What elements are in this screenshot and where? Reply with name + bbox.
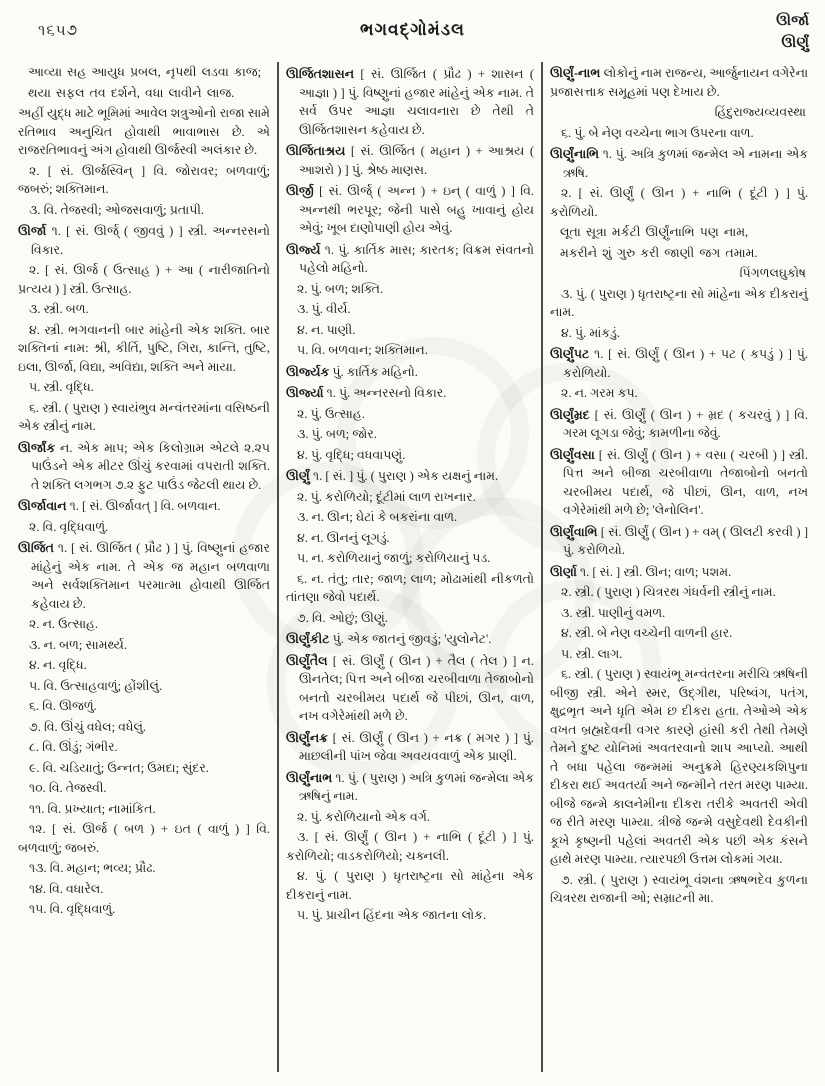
headword: ઊર્જ્યા bbox=[286, 386, 324, 400]
paragraph-text: ૩. ન. ઊન; ઘેટાં કે બકરાંના વાળ. bbox=[297, 510, 458, 524]
paragraph-text: ૨. ન. ગરમ કપ. bbox=[561, 386, 638, 400]
dictionary-entry bbox=[286, 630, 534, 649]
headword: ઊર્જિત bbox=[18, 541, 54, 555]
sense-item bbox=[286, 549, 534, 568]
paragraph-text: ૩. [ સં. ઊર્ણું ( ઊન ) + નાભિ ( દૂંટી ) ] પું. કરોળિયો; વાડકરોળિયો; ચક્નલી. bbox=[286, 830, 534, 863]
sense-item bbox=[18, 779, 270, 798]
sense-item bbox=[18, 378, 270, 397]
guide-words bbox=[776, 10, 809, 54]
paragraph-text: ૫. પું. પ્રાચીન હિંદના એક જાતના લોક. bbox=[297, 908, 487, 922]
headword: ઊર્ણુંતૈલ bbox=[286, 653, 328, 668]
sense-item bbox=[18, 900, 270, 919]
headword: ઊર્ણુંનક્ર bbox=[286, 730, 328, 745]
text-paragraph bbox=[18, 104, 270, 160]
headword: ઊર્ણું bbox=[286, 469, 310, 483]
column-1 bbox=[18, 62, 270, 921]
sense-item bbox=[286, 425, 534, 444]
sense-item bbox=[550, 624, 808, 643]
paragraph-text: [ સં. ઊર્જિત ( મહાન ) + આશ્રય ( આશરો ) ] પું. શ્રેષ્ઠ માણસ. bbox=[299, 144, 535, 177]
text-paragraph bbox=[550, 64, 808, 101]
verse-line bbox=[18, 63, 270, 82]
sense-item bbox=[18, 201, 270, 220]
paragraph-text: ૩. પું. બળ; જોર. bbox=[297, 427, 377, 441]
paragraph-text: ૧. પું. અત્રિ કુળમાં જન્મેલ એ નામના એક ઋષિ. bbox=[563, 147, 809, 180]
sense-item bbox=[18, 800, 270, 819]
sense-item bbox=[286, 867, 534, 904]
verse-line bbox=[550, 223, 808, 242]
sense-item bbox=[286, 570, 534, 607]
dictionary-entry bbox=[550, 406, 808, 443]
paragraph-text: ૨. ન. ઉત્સાહ. bbox=[29, 617, 99, 631]
paragraph-text: ૨. [ સં. ઊર્ણું ( ઊન ) + નાભિ ( દૂંટી ) ] પું. કરોળિયો. bbox=[550, 186, 808, 219]
paragraph-text: ૧. [ સં. ઊર્જાવત્ ] વિ. બળવાન. bbox=[69, 499, 221, 513]
sense-item bbox=[18, 759, 270, 778]
sense-item bbox=[286, 609, 534, 628]
sense-item bbox=[286, 828, 534, 865]
paragraph-text: [ સં. ઊર્ણું ( ઊન ) + વમ્ ( ઊલટી કરવી ) ] પું. કરોળિયો. bbox=[563, 524, 808, 557]
dictionary-entry bbox=[18, 222, 270, 259]
sense-item bbox=[550, 184, 808, 221]
headword: ઊર્ણુંનાભિ bbox=[550, 147, 600, 161]
sense-item bbox=[18, 677, 270, 696]
sense-item bbox=[18, 399, 270, 436]
paragraph-text: ૬. સ્ત્રી. ( પુરાણ ) સ્વાયંભુવ મન્વંતરમાંના વસિષ્ઠની એક સ્ત્રીનું નામ. bbox=[18, 400, 270, 433]
paragraph-text: ૪. ન. પાણી. bbox=[297, 322, 356, 337]
headword: ઊર્ણુંપટ bbox=[550, 347, 590, 361]
paragraph-text: ૧. [ સં. ] પું. ( પુરાણ ) એક યક્ષનું નામ. bbox=[312, 469, 499, 483]
dictionary-entry bbox=[18, 497, 270, 516]
sense-item bbox=[550, 583, 808, 602]
sense-item bbox=[18, 518, 270, 537]
headword: ઊર્ણુંમ્રદ bbox=[550, 407, 590, 422]
sense-item bbox=[550, 384, 808, 403]
paragraph-text: ૨. સ્ત્રી. ( પુરાણ ) ચિત્રરથ ગંધર્વની સ્ત્રીનું નામ. bbox=[561, 585, 776, 599]
paragraph-text: ૭. વિ. ઊંચું વધેલ; વધેલું. bbox=[29, 719, 147, 734]
paragraph-text: ૧૨. [ સં. ઊર્જ ( બળ ) + ઇત ( વાળું ) ] વિ. બળવાળું; જબરું. bbox=[18, 822, 270, 855]
paragraph-text: [ સં. ઊર્ણું ( ઊન ) + વસા ( ચરબી ) ] સ્ત્રી. પિત્ત અને બીજા ચરબીવાળા તેજાબોનો બનતો ચરબીમય પદાર્થ, જે પીછાં, ઊન, વાળ, નખ વગેરેમાંથી મળે છે; 'લેનોલિન'. bbox=[563, 447, 808, 517]
paragraph-text: પિંગળલઘુકોષ bbox=[739, 266, 806, 280]
source-attribution bbox=[550, 103, 806, 122]
headword: ઊર્ણુંનાભ bbox=[286, 770, 333, 785]
sense-item bbox=[286, 808, 534, 827]
column-divider bbox=[541, 62, 543, 1072]
headword: ઊર્ણુંકીટ bbox=[286, 632, 330, 646]
sense-item bbox=[286, 321, 534, 340]
paragraph-text: ૪. સ્ત્રી. ભગવાનની બાર માંહેની એક શક્તિ. બાર શક્તિનાં નામ: શ્રી, કીર્તિ, પુષ્ટિ, ગિરા, કાન્તિ, તુષ્ટિ, ઇલા, ઊર્જા, વિદ્યા, અવિદ્યા, શક્તિ અને માયા. bbox=[18, 322, 270, 374]
sense-item bbox=[286, 446, 534, 465]
paragraph-text: ૧. પું. કાર્તિક માસ; કારતક; વિક્રમ સંવતનો પહેલો મહિનો. bbox=[299, 242, 535, 275]
paragraph-text: ૪. પું. માંકડું. bbox=[561, 325, 621, 340]
paragraph-text: ૪. ન. ઊનનું લૂગડું. bbox=[297, 530, 390, 545]
book-title: ભગવદ્ગોમંડલ bbox=[360, 20, 465, 39]
dictionary-entry bbox=[286, 241, 534, 278]
paragraph-text: ૯. વિ. ચડિયાતું; ઉન્નત; ઉમદા; સુંદર. bbox=[29, 760, 209, 775]
dictionary-entry bbox=[286, 652, 534, 726]
dictionary-entry bbox=[286, 142, 534, 179]
sense-item bbox=[18, 300, 270, 319]
headword: ઊર્જ્ય bbox=[286, 242, 321, 257]
sense-item bbox=[286, 300, 534, 319]
paragraph-text: અહીં યુદ્ધ માટે ભૂમિમાં આવેલ શત્રુઓનો રાજા સામે રતિભાવ અનુચિત હોવાથી ભાવાભાસ છે. એ રાજરતિભાવનું અંગ હોવાથી ઊર્જસ્વી અલંકાર છે. bbox=[18, 106, 270, 157]
headword: ઊર્જાંક bbox=[18, 440, 56, 455]
column-3 bbox=[550, 62, 808, 910]
sense-item bbox=[286, 508, 534, 527]
dictionary-entry bbox=[550, 446, 808, 520]
headword: ઊર્ણુંવાભિ bbox=[550, 524, 598, 539]
sense-item bbox=[550, 124, 808, 143]
paragraph-text: ન. એક માપ; એક કિલોગ્રામ એટલે ૨.૨૫ પાઉંડને એક મીટર ઊંચું કરવામાં વપરાતી શક્તિ. તે શક્તિ લગભગ ૭.૨ ફુટ પાઉંડ જેટલી થાય છે. bbox=[31, 440, 270, 492]
paragraph-text: ૬. વિ. ઊજળું. bbox=[29, 699, 97, 713]
paragraph-text: ૫. વિ. ઉત્સાહવાળું; હોંશીલું. bbox=[29, 678, 163, 693]
dictionary-entry bbox=[550, 345, 808, 382]
paragraph-text: ૨. પું. કરોળિયો; દૂંટીમાં લાળ રાખનાર. bbox=[297, 489, 476, 504]
paragraph-text: ૩. પું. ( પુરાણ ) ધૃતરાષ્ટ્રના સો માંહેના એક દીકરાનું નામ. bbox=[550, 286, 808, 319]
paragraph-text: ૭. સ્ત્રી. ( પુરાણ ) સ્વાયંભૂ વંશના ઋષભદેવ કુળના ચિત્રરથ રાજાની ઓ; સમ્રાટની મા. bbox=[550, 872, 808, 905]
dictionary-entry bbox=[286, 363, 534, 382]
column-2 bbox=[286, 62, 534, 927]
paragraph-text: ૧. [ સં. ઊર્ણું ( ઊન ) + પટ ( કપડું ) ] પું. કરોળિયો. bbox=[563, 347, 809, 380]
sense-item bbox=[18, 697, 270, 716]
paragraph-text: પું. કાર્તિક મહિનો. bbox=[332, 364, 418, 379]
paragraph-text: આવ્યા સહ આયુધ પ્રબલ, નૃપથી લડવા કાજ; bbox=[28, 65, 262, 79]
headword: ઊર્જાવાન bbox=[18, 499, 67, 513]
paragraph-text: ૧૧. વિ. પ્રખ્યાત; નામાંકિત. bbox=[29, 801, 156, 816]
dictionary-entry bbox=[18, 439, 270, 495]
headword: ઊર્જ્યક bbox=[286, 364, 330, 379]
paragraph-text: ૩. વિ. તેજસ્વી; ઓજસવાળું; પ્રતાપી. bbox=[29, 202, 205, 217]
sense-item bbox=[286, 405, 534, 424]
paragraph-text: ૩. પું. વીર્ય. bbox=[297, 302, 351, 316]
paragraph-text: હિંદુરાજ્યવ્યવસ્થા bbox=[714, 105, 806, 119]
paragraph-text: ૧. [ સં. ઊર્જ્ ( જીવવું ) ] સ્ત્રી. અન્નરસનો વિકાર. bbox=[31, 224, 270, 257]
paragraph-text: ૪. ન. વૃદ્ધિ. bbox=[29, 658, 87, 672]
paragraph-text: ૪. સ્ત્રી. બે નેણ વચ્ચેની વાળની હાર. bbox=[561, 626, 733, 640]
sense-item bbox=[550, 604, 808, 623]
paragraph-text: ૨. પું. ઉત્સાહ. bbox=[297, 406, 365, 421]
paragraph-text: ૫. વિ. બળવાન; શક્તિમાન. bbox=[297, 343, 428, 357]
sense-item bbox=[18, 738, 270, 757]
paragraph-text: ૪. પું. વૃદ્ધિ; વધવાપણું. bbox=[297, 447, 406, 462]
dictionary-entry bbox=[18, 539, 270, 613]
paragraph-text: ૧. [ સં. ] સ્ત્રી. ઊન; વાળ; પશમ. bbox=[580, 564, 732, 579]
sense-item bbox=[550, 871, 808, 908]
sense-item bbox=[286, 488, 534, 507]
paragraph-text: ૧૪. વિ. વધારેલ. bbox=[29, 881, 104, 896]
sense-item bbox=[550, 285, 808, 322]
paragraph-text: ૫. સ્ત્રી. લાગ. bbox=[561, 646, 623, 661]
source-attribution bbox=[550, 264, 806, 283]
headword: ઊર્ણા bbox=[550, 564, 577, 579]
paragraph-text: [ સં. ઊર્ણું ( ઊન ) + નક્ર ( મગર ) ] પું. માછલીની પાંખ જેવા અવયવવાળું એક પ્રાણી. bbox=[299, 730, 534, 763]
paragraph-text: ૧૫. વિ. વૃદ્ધિવાળું. bbox=[29, 902, 116, 916]
dictionary-entry bbox=[286, 384, 534, 403]
paragraph-text: ૧. પું. ( પુરાણ ) અત્રિ કુળમાં જન્મેલા એક ઋષિનું નામ. bbox=[299, 770, 535, 803]
paragraph-text: ૫. સ્ત્રી. વૃદ્ધિ. bbox=[29, 380, 94, 394]
sense-item bbox=[550, 645, 808, 664]
sense-item bbox=[18, 880, 270, 899]
paragraph-text: ૧૩. વિ. મહાન; ભવ્ય; પ્રૌઢ. bbox=[29, 861, 156, 875]
dictionary-entry bbox=[286, 182, 534, 238]
sense-item bbox=[286, 906, 534, 925]
page-number: ૧૬૫૭ bbox=[38, 23, 79, 39]
verse-line bbox=[18, 84, 270, 103]
paragraph-text: ૩. ન. બળ; સામર્થ્ય. bbox=[29, 637, 128, 652]
column-divider bbox=[277, 62, 279, 1072]
paragraph-text: થયા સફલ તવ દર્શને, વધા લાવીને લાજ. bbox=[28, 85, 235, 100]
sense-item bbox=[286, 529, 534, 548]
paragraph-text: [ સં. ઊર્ણું ( ઊન ) + તૈલ ( તેલ ) ] ન. ઊનતેલ; પિત્ત અને બીજા ચરબીવાળા તેજાબોનો બનતો ચરબીમય પદાર્થ જે પીછાં, ઊન, વાળ, નખ વગેરેમાંથી મળે છે. bbox=[299, 653, 534, 723]
dictionary-entry bbox=[286, 467, 534, 486]
paragraph-text: ૨. [ સં. ઊર્જસ્વિન્ ] વિ. જોરાવર; બળવાળું; જબરું; શક્તિમાન. bbox=[18, 163, 270, 196]
paragraph-text: ૭. વિ. ઓછું; ઊણું. bbox=[297, 610, 388, 625]
paragraph-text: ૬. પું. બે નેણ વચ્ચેના ભાગ ઉપરના વાળ. bbox=[561, 125, 754, 140]
paragraph-text: ૬. ન. તંતુ; તાર; જાળ; લાળ; મોઢામાંથી નીકળતો તાંતણા જેવો પદાર્થ. bbox=[286, 571, 534, 604]
dictionary-entry bbox=[550, 523, 808, 560]
paragraph-text: [ સં. ઊર્જિત ( પ્રૌઢ ) + શાસન ( આજ્ઞા ) ] પું. વિષ્ણુનાં હજાર માંહેનું એક નામ. તે સર્વ ઉપર આજ્ઞા ચલાવનારા છે તેથી તે ઊર્જિતશાસન કહેવાય છે. bbox=[299, 67, 534, 137]
headword: ઊર્જિતાશ્રય bbox=[286, 144, 346, 158]
headword: ઊર્ણું-નાભ bbox=[550, 66, 601, 80]
paragraph-text: ૬. સ્ત્રી. ( પુરાણ ) સ્વાયંભૂ મન્વંતરના મરીચિ ઋષિની બીજી સ્ત્રી. એને સ્મર, ઉદ્ગીથ, પરિષ્વંગ, પતંગ, ક્ષુદ્રભૃત અને ધૃતિ એમ છ દીકરા હતા. તેઓએ એક વખત બ્રહ્મદેવની વગર કારણે હાંસી કરી તેથી તેમણે તેમને દુષ્ટ યોનિમાં અવતરવાનો શાપ આપ્યો. આથી તે બધા પહેલા જન્મમાં અનુક્રમે હિરણ્યકશિપુના દીકરા થઈ અવતર્યા અને જન્મીને તરત મરણ પામ્યા. બીજે જન્મે કાલનેમીના દીકરા તરીકે અવતરી એવી જ રીતે મરણ પામ્યા. ત્રીજે જન્મે વસુદેવથી દેવકીની કૂખે કૃષ્ણની પહેલાં અવતરી એક પછી એક કંસને હાથે મરણ પામ્યા. ત્યારપછી ઉત્તમ લોકમાં ગયા. bbox=[550, 667, 808, 866]
headword: ઊર્ણુંવસા bbox=[550, 447, 595, 462]
paragraph-text: ૧. [ સં. ઊર્જિત ( પ્રૌઢ ) ] પું. વિષ્ણુનાં હજાર માંહેનું એક નામ. તે એક જ મહાન બળવાળા અને સર્વશક્તિમાન પરમાત્મા હોવાથી ઊર્જિત કહેવાય છે. bbox=[31, 541, 271, 611]
dictionary-entry bbox=[550, 563, 808, 582]
sense-item bbox=[18, 321, 270, 377]
dictionary-entry bbox=[286, 729, 534, 766]
sense-item bbox=[550, 665, 808, 869]
dictionary-entry bbox=[286, 65, 534, 139]
sense-item bbox=[18, 718, 270, 737]
paragraph-text: [ સં. ઊર્જ્ ( અન્ન ) + ઇન્ ( વાળું ) ] વિ. અન્નથી ભરપૂર; જેની પાસે બહુ ખાવાનું હોય એવું; ખૂબ દાણોપાણી હોય એવું. bbox=[299, 184, 535, 235]
page-header bbox=[0, 10, 825, 62]
paragraph-text: ૨. પું. કરોળિયાનો એક વર્ગ. bbox=[297, 809, 430, 824]
paragraph-text: [ સં. ઊર્ણું ( ઊન ) + મ્રદ ( કચરવું ) ] વિ. ગરમ લૂગડા જેવું; કામળીના જેવું. bbox=[563, 407, 808, 440]
paragraph-text: ૧. પું. અન્નરસનો વિકાર. bbox=[326, 386, 447, 400]
paragraph-text: ૨. વિ. વૃદ્ધિવાળું. bbox=[29, 519, 109, 534]
paragraph-text: ૩. સ્ત્રી. બળ. bbox=[29, 302, 89, 316]
paragraph-text: મકરીને શું ગુરુ કરી જાણી જગ તમામ. bbox=[560, 245, 758, 260]
paragraph-text: પું. એક જાતનું જીવડું; 'યુલોનેટ'. bbox=[332, 632, 492, 646]
paragraph-text: લોકોનું નામ રાજન્ય, આર્જુનાયન વગેરેના પ્રજાસત્તાક સમૂહમાં પણ દેખાય છે. bbox=[550, 66, 809, 99]
paragraph-text: ૮. વિ. ઊંડું; ગંભીર. bbox=[29, 740, 118, 754]
sense-item bbox=[18, 859, 270, 878]
sense-item bbox=[18, 261, 270, 298]
sense-item bbox=[18, 656, 270, 675]
sense-item bbox=[18, 162, 270, 199]
verse-line bbox=[550, 244, 808, 263]
sense-item bbox=[286, 280, 534, 299]
headword: ઊર્જિતશાસન bbox=[286, 67, 355, 81]
dictionary-entry bbox=[286, 769, 534, 806]
dictionary-entry bbox=[550, 145, 808, 182]
sense-item bbox=[286, 341, 534, 360]
paragraph-text: ૨. [ સં. ઊર્જ ( ઉત્સાહ ) + આ ( નારીજાતિનો પ્રત્યય ) ] સ્ત્રી. ઉત્સાહ. bbox=[18, 263, 270, 296]
guide-word-top: ઊર્જા bbox=[776, 13, 809, 29]
sense-item bbox=[18, 820, 270, 857]
paragraph-text: લૂતા સૂત્રા મર્કટી ઊર્ણુંનાભિ પણ નામ, bbox=[560, 225, 749, 239]
paragraph-text: ૫. ન. કરોળિયાનું જાળું; કરોળિયાનું પડ. bbox=[297, 551, 491, 565]
paragraph-text: ૩. સ્ત્રી. પાણીનું વમળ. bbox=[561, 605, 666, 620]
sense-item bbox=[18, 636, 270, 655]
sense-item bbox=[550, 324, 808, 343]
paragraph-text: ૧૦. વિ. તેજસ્વી. bbox=[29, 781, 107, 795]
paragraph-text: ૨. પું. બળ; શક્તિ. bbox=[297, 281, 384, 296]
headword: ઊર્જી bbox=[286, 184, 314, 198]
paragraph-text: ૪. પું. ( પુરાણ ) ધૃતરાષ્ટ્રના સો માંહેના એક દીકરાનું નામ. bbox=[286, 869, 534, 902]
sense-item bbox=[18, 615, 270, 634]
guide-word-bottom: ઊર્ણું bbox=[781, 35, 809, 51]
headword: ઊર્જા bbox=[18, 224, 47, 238]
